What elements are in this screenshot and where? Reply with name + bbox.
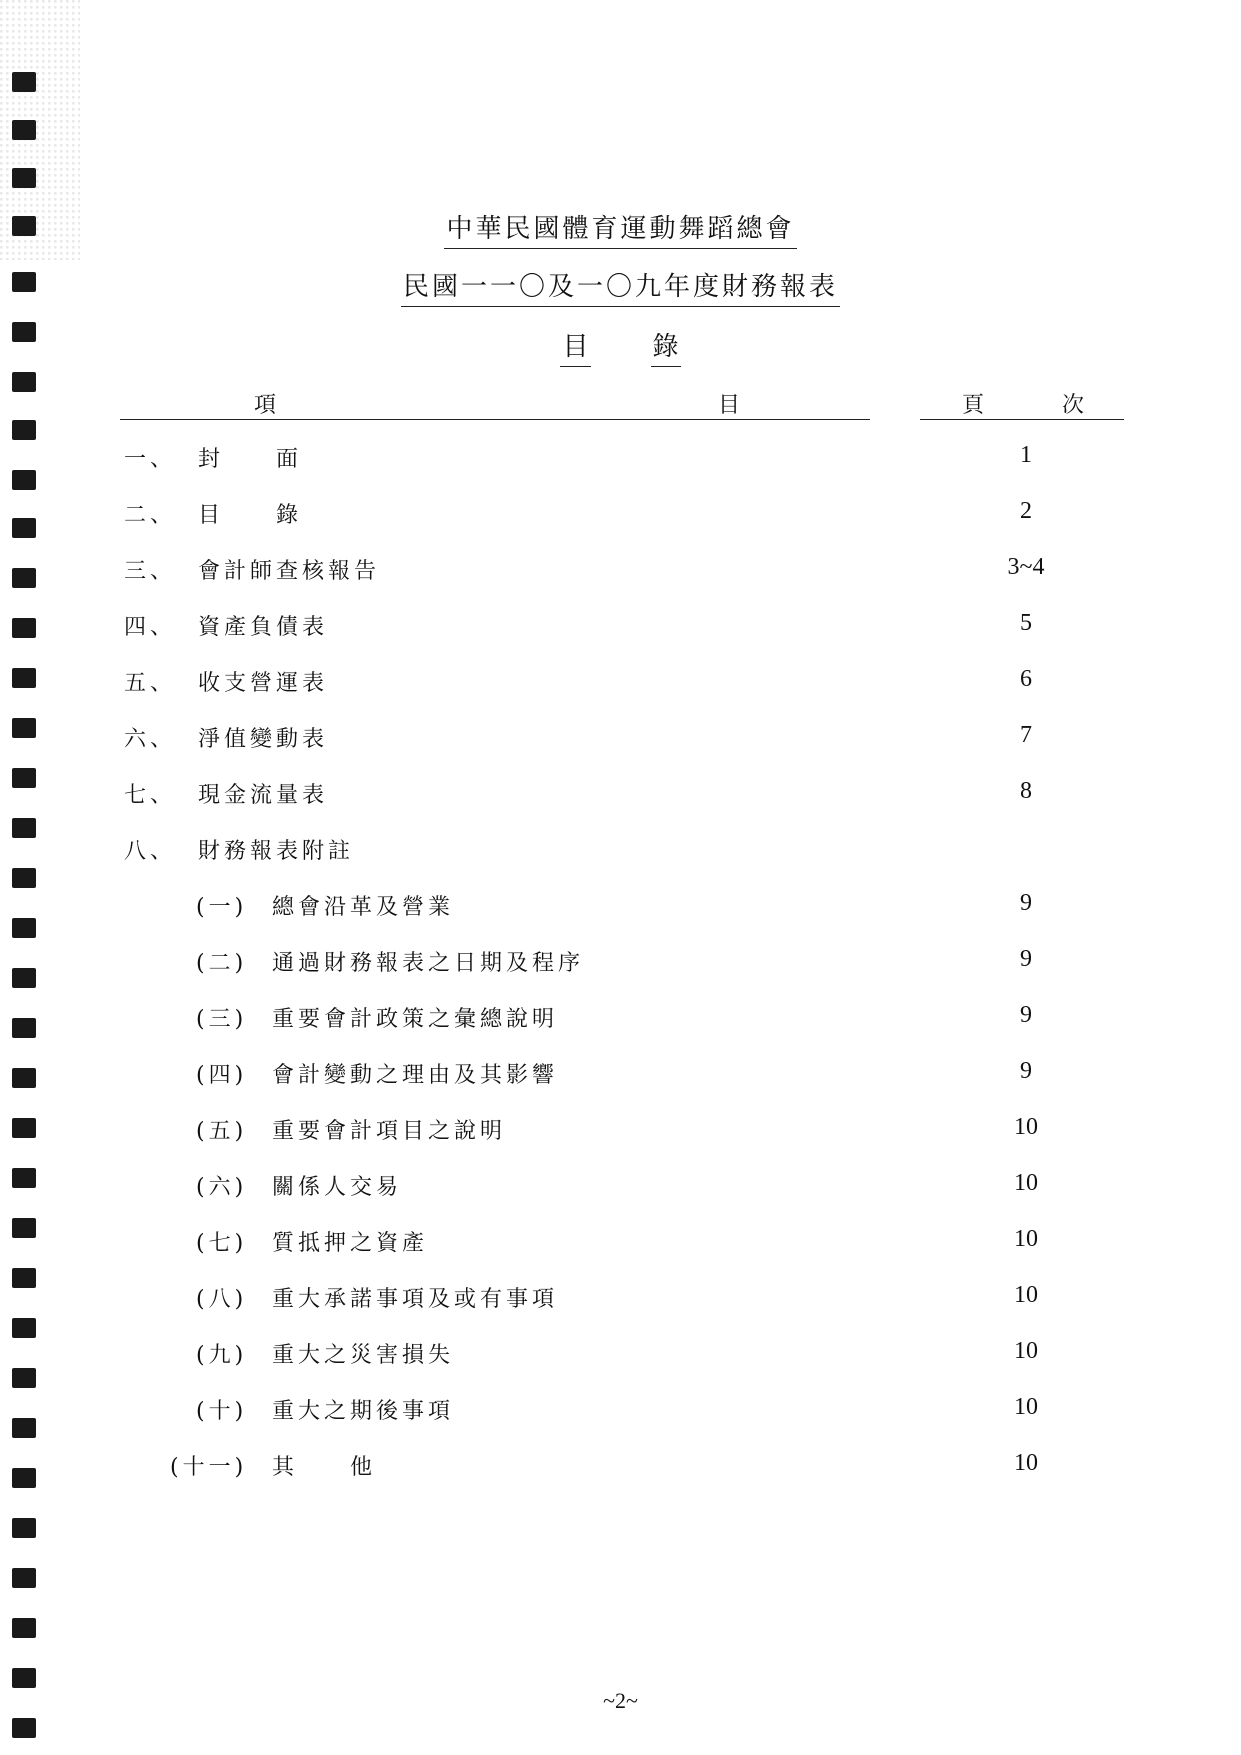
toc-entry xyxy=(0,498,1241,532)
toc-entry-page: 6 xyxy=(1020,666,1032,692)
note-entry xyxy=(0,1114,1241,1148)
note-entry-page: 10 xyxy=(1014,1394,1038,1420)
note-entry-number: (十) xyxy=(196,1399,248,1424)
note-entry xyxy=(0,1450,1241,1484)
toc-entry-label: 淨值變動表 xyxy=(198,727,329,752)
header-item-left: 項 xyxy=(254,393,277,418)
note-entry-page: 10 xyxy=(1014,1170,1038,1196)
note-entry-number: (十一) xyxy=(170,1455,248,1480)
toc-entry-label: 會計師查核報告 xyxy=(198,559,381,584)
binding-hole xyxy=(12,1618,36,1638)
note-entry xyxy=(0,1226,1241,1260)
note-entry xyxy=(0,946,1241,980)
toc-entry-label: 目 錄 xyxy=(198,503,303,528)
note-entry-number: (二) xyxy=(196,951,248,976)
header-page-right: 次 xyxy=(1062,393,1085,418)
toc-entry-number: 五、 xyxy=(124,671,177,696)
header-item-right: 目 xyxy=(718,393,741,418)
toc-entry-label: 封 面 xyxy=(198,447,303,472)
toc-title-right: 錄 xyxy=(651,332,681,367)
org-title xyxy=(0,208,1241,245)
toc-title-left: 目 xyxy=(560,332,590,367)
toc-entry-page: 1 xyxy=(1020,442,1032,468)
toc-entry-number: 二、 xyxy=(124,503,177,528)
note-entry-label: 重大之災害損失 xyxy=(272,1343,455,1368)
header-rule-pages xyxy=(920,419,1124,420)
toc-entry xyxy=(0,778,1241,812)
binding-hole xyxy=(12,120,36,140)
note-entry-number: (六) xyxy=(196,1175,248,1200)
header-page-left: 頁 xyxy=(962,393,985,418)
toc-entry-label: 財務報表附註 xyxy=(198,839,355,864)
note-entry-number: (七) xyxy=(196,1231,248,1256)
note-entry-number: (三) xyxy=(196,1007,248,1032)
binding-hole xyxy=(12,1718,36,1738)
binding-hole xyxy=(12,1668,36,1688)
toc-entry xyxy=(0,610,1241,644)
report-title xyxy=(0,266,1241,303)
note-entry xyxy=(0,1394,1241,1428)
toc-entry xyxy=(0,666,1241,700)
toc-entry-number: 一、 xyxy=(124,447,177,472)
note-entry-label: 重大之期後事項 xyxy=(272,1399,455,1424)
note-entry xyxy=(0,1058,1241,1092)
note-entry-label: 關係人交易 xyxy=(272,1175,403,1200)
toc-entry-label: 收支營運表 xyxy=(198,671,329,696)
toc-entry-page: 2 xyxy=(1020,498,1032,524)
binding-hole xyxy=(12,868,36,888)
binding-hole xyxy=(12,1568,36,1588)
note-entry-label: 會計變動之理由及其影響 xyxy=(272,1063,559,1088)
binding-hole xyxy=(12,168,36,188)
note-entry-page: 10 xyxy=(1014,1450,1038,1476)
note-entry xyxy=(0,1282,1241,1316)
binding-strip xyxy=(0,0,90,1755)
binding-hole xyxy=(12,1318,36,1338)
note-entry-label: 重大承諾事項及或有事項 xyxy=(272,1287,559,1312)
toc-title xyxy=(0,326,1241,363)
binding-hole xyxy=(12,1518,36,1538)
toc-entry xyxy=(0,834,1241,868)
toc-entry-label: 現金流量表 xyxy=(198,783,329,808)
note-entry-label: 總會沿革及營業 xyxy=(272,895,455,920)
report-title-text: 民國一一〇及一〇九年度財務報表 xyxy=(401,272,840,307)
note-entry xyxy=(0,1338,1241,1372)
note-entry-label: 質抵押之資產 xyxy=(272,1231,429,1256)
toc-entry-number: 三、 xyxy=(124,559,177,584)
note-entry-number: (八) xyxy=(196,1287,248,1312)
note-entry xyxy=(0,890,1241,924)
note-entry xyxy=(0,1170,1241,1204)
toc-entry-page: 3~4 xyxy=(1007,554,1045,580)
note-entry-page: 9 xyxy=(1020,1058,1032,1084)
note-entry-page: 10 xyxy=(1014,1114,1038,1140)
org-title-text: 中華民國體育運動舞蹈總會 xyxy=(444,214,796,249)
toc-entry-number: 六、 xyxy=(124,727,177,752)
toc-entry xyxy=(0,554,1241,588)
note-entry-page: 10 xyxy=(1014,1282,1038,1308)
note-entry-label: 通過財務報表之日期及程序 xyxy=(272,951,585,976)
toc-entry-number: 四、 xyxy=(124,615,177,640)
note-entry-page: 10 xyxy=(1014,1338,1038,1364)
binding-hole xyxy=(12,372,36,392)
toc-entry-number: 七、 xyxy=(124,783,177,808)
note-entry-page: 9 xyxy=(1020,946,1032,972)
note-entry-label: 重要會計政策之彙總說明 xyxy=(272,1007,559,1032)
toc-entry-number: 八、 xyxy=(124,839,177,864)
note-entry-number: (一) xyxy=(196,895,248,920)
note-entry-page: 9 xyxy=(1020,1002,1032,1028)
note-entry-label: 其 他 xyxy=(272,1455,377,1480)
binding-hole xyxy=(12,420,36,440)
note-entry-page: 9 xyxy=(1020,890,1032,916)
toc-entry-label: 資產負債表 xyxy=(198,615,329,640)
toc-entry-page: 8 xyxy=(1020,778,1032,804)
note-entry-label: 重要會計項目之說明 xyxy=(272,1119,507,1144)
note-entry-number: (五) xyxy=(196,1119,248,1144)
toc-entry xyxy=(0,722,1241,756)
note-entry-page: 10 xyxy=(1014,1226,1038,1252)
binding-hole xyxy=(12,72,36,92)
toc-entry xyxy=(0,442,1241,476)
header-rule-items xyxy=(120,419,870,420)
note-entry xyxy=(0,1002,1241,1036)
note-entry-number: (四) xyxy=(196,1063,248,1088)
toc-entry-page: 5 xyxy=(1020,610,1032,636)
note-entry-number: (九) xyxy=(196,1343,248,1368)
page-number-footer: ~2~ xyxy=(603,1688,638,1713)
toc-entry-page: 7 xyxy=(1020,722,1032,748)
